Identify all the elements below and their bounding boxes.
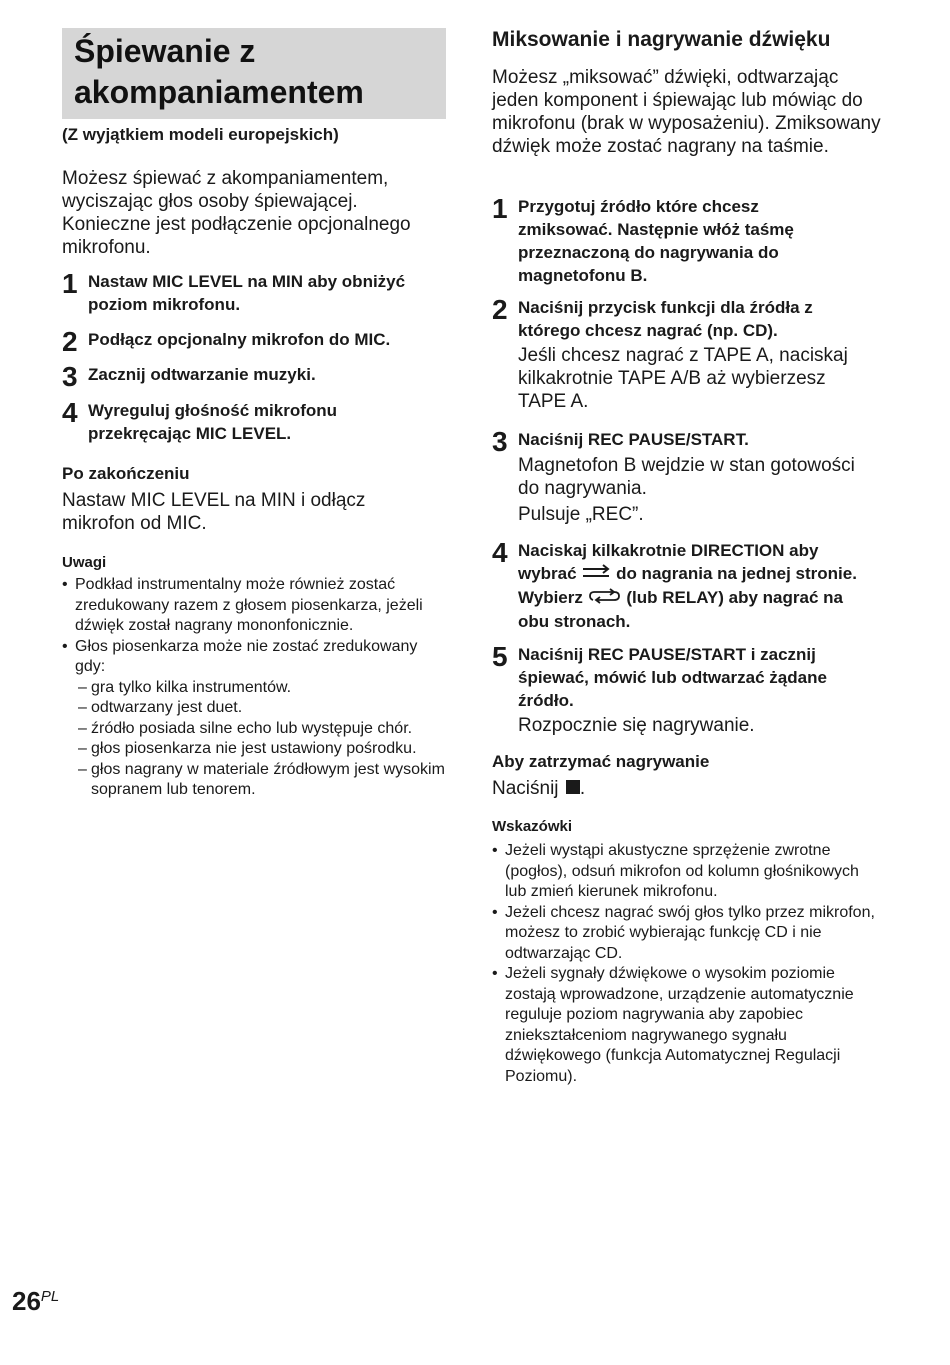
sub-list-item: – źródło posiada silne echo lub występuje chór.	[75, 719, 447, 740]
step-3	[492, 428, 877, 526]
section-title: Miksowanie i nagrywanie dźwięku	[492, 28, 831, 51]
step-number: 3	[62, 361, 78, 392]
step-detail: Jeśli chcesz nagrać z TAPE A, naciskaj kilkakrotnie TAPE A/B aż wybierzesz TAPE A.	[518, 345, 848, 412]
tips-heading: Wskazówki	[492, 818, 573, 835]
both-sides-direction-icon	[588, 587, 622, 610]
notes-list	[62, 575, 447, 801]
after-heading: Po zakończeniu	[62, 464, 190, 483]
sub-list-item: – odtwarzany jest duet.	[75, 698, 447, 719]
sub-list-item: – głos nagrany w materiale źródłowym jest wysokim sopranem lub tenorem.	[75, 760, 447, 801]
notes-heading: Uwagi	[62, 554, 107, 571]
step-text: Zacznij odtwarzanie muzyki.	[88, 365, 316, 384]
step-number: 4	[62, 397, 78, 428]
list-item	[62, 637, 447, 801]
intro-text: Możesz „miksować” dźwięki, odtwarzając jeden komponent i śpiewając lub mówiąc do mikrofonu (brak w wyposażeniu). Zmiksowany dźwięk może zostać nagrany na taśmie.	[492, 67, 881, 157]
step-detail: Pulsuje „REC”.	[518, 504, 644, 525]
sub-list-item: – gra tylko kilka instrumentów.	[75, 678, 447, 699]
step-number: 1	[62, 268, 78, 299]
step-number: 2	[62, 326, 78, 357]
step-number: 1	[492, 193, 508, 224]
step-text-part: Naciskaj kilkakrotnie DIRECTION aby wybrać	[518, 541, 819, 583]
step-3	[62, 361, 447, 392]
section-title-box	[62, 28, 446, 119]
step-text	[518, 539, 877, 633]
step-1	[492, 195, 852, 287]
step-number: 5	[492, 641, 508, 672]
list-item: • Jeżeli wystąpi akustyczne sprzężenie zwrotne (pogłos), odsuń mikrofon od kolumn głośnikowych lub zmień kierunek mikrofonu.	[492, 841, 882, 903]
step-2	[492, 296, 877, 413]
step-detail: Rozpocznie się nagrywanie.	[518, 715, 755, 736]
after-text: Nastaw MIC LEVEL na MIN i odłącz mikrofon od MIC.	[62, 490, 366, 534]
step-2	[62, 326, 447, 357]
sub-list	[75, 678, 447, 801]
subtitle: (Z wyjątkiem modeli europejskich)	[62, 125, 339, 144]
stop-text: Naciśnij	[492, 778, 559, 799]
step-text: Nastaw MIC LEVEL na MIN aby obniżyć poziom mikrofonu.	[88, 272, 406, 314]
step-text: Podłącz opcjonalny mikrofon do MIC.	[88, 330, 391, 349]
stop-heading: Aby zatrzymać nagrywanie	[492, 752, 710, 771]
step-4	[492, 539, 877, 633]
page-number	[12, 1286, 59, 1317]
step-text-part: do nagrania na jednej stronie. Wybierz	[518, 564, 857, 608]
step-number: 3	[492, 426, 508, 457]
step-5	[492, 643, 877, 737]
intro-text: Możesz śpiewać z akompaniamentem, wyciszając głos osoby śpiewającej. Konieczne jest podłączenie opcjonalnego mikrofonu.	[62, 168, 411, 258]
step-text: Naciśnij przycisk funkcji dla źródła z którego chcesz nagrać (np. CD).	[518, 298, 813, 340]
step-text: Naciśnij REC PAUSE/START.	[518, 430, 749, 449]
step-text: Przygotuj źródło które chcesz zmiksować. Następnie włóż taśmę przeznaczoną do nagrywania do magnetofonu B.	[518, 197, 794, 285]
list-item: • Jeżeli chcesz nagrać swój głos tylko przez mikrofon, możesz to zrobić wybierając funkcję CD i nie odtwarzając CD.	[492, 903, 882, 965]
list-item: • Podkład instrumentalny może również zostać zredukowany razem z głosem piosenkarza, jeżeli dźwięk został nagrany mononfonicznie.	[62, 575, 447, 637]
tips-list	[492, 841, 882, 1087]
page-language-suffix: PL	[40, 1288, 60, 1305]
list-item-text: Głos piosenkarza może nie zostać zredukowany gdy:	[75, 637, 418, 675]
step-1	[62, 270, 447, 316]
page-title: Śpiewanie z akompaniamentem	[74, 33, 364, 110]
list-item: • Jeżeli sygnały dźwiękowe o wysokim poziomie zostają wprowadzone, urządzenie automatycznie reguluje poziom nagrywania aby zapobiec zniekształceniom nagrywanego sygnału dźwiękowego (funkcja Automatycznej Regulacji Poziomu).	[492, 964, 882, 1087]
stop-icon	[566, 780, 580, 794]
step-text-part: (lub RELAY) aby nagrać na obu stronach.	[518, 588, 843, 632]
step-text: Wyreguluj głośność mikrofonu przekręcając MIC LEVEL.	[88, 401, 338, 443]
step-number: 2	[492, 294, 508, 325]
step-text: Naciśnij REC PAUSE/START i zacznij śpiewać, mówić lub odtwarzać żądane źródło.	[518, 645, 827, 710]
stop-text-line: Naciśnij .	[492, 778, 586, 799]
page-number-value: 26	[12, 1286, 41, 1316]
step-4	[62, 399, 392, 445]
step-number: 4	[492, 537, 508, 568]
one-way-direction-icon	[581, 563, 611, 586]
sub-list-item: – głos piosenkarza nie jest ustawiony pośrodku.	[75, 739, 447, 760]
step-detail: Magnetofon B wejdzie w stan gotowości do nagrywania.	[518, 455, 855, 499]
